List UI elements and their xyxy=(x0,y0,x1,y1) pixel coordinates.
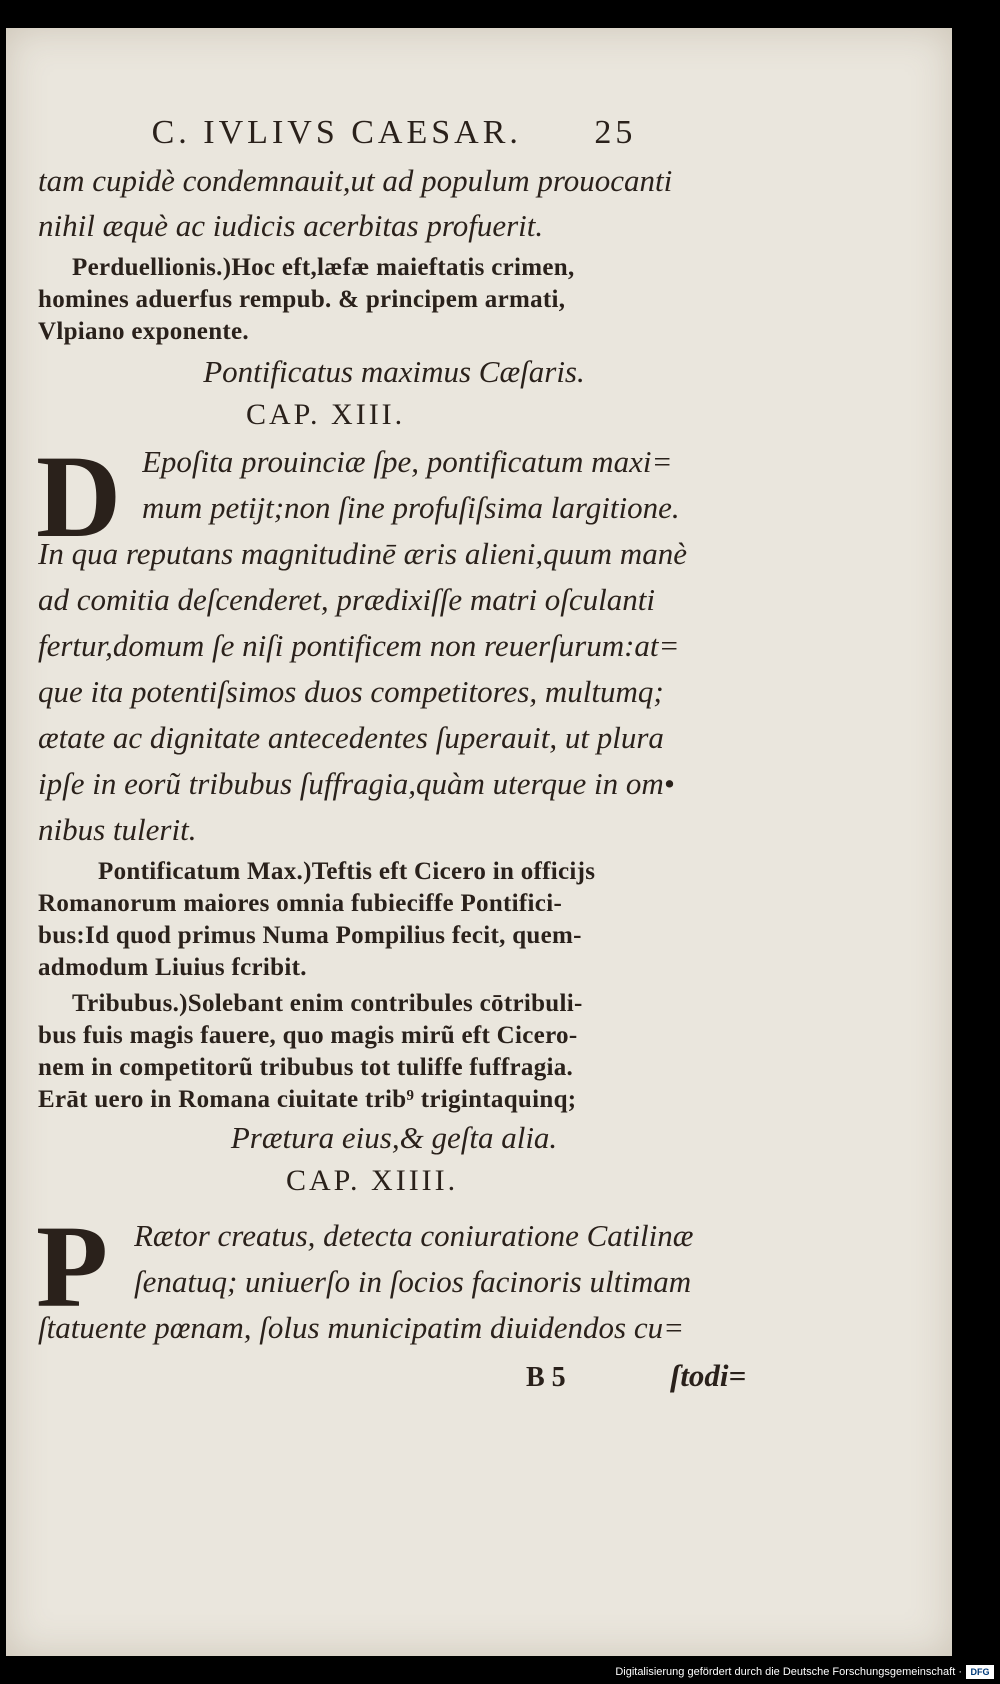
text-line: mum petijt;non ſine profuſiſsima largitione. xyxy=(142,490,680,525)
header-title: C. IVLIVS CAESAR. xyxy=(151,114,522,151)
text-line: nihil æquè ac iudicis acerbitas profuerit. xyxy=(38,208,544,243)
chapter-heading: CAP. XIIII. xyxy=(286,1164,459,1197)
page-number: 25 xyxy=(594,114,637,151)
note-line: Vlpiano exponente. xyxy=(38,318,249,345)
text-line: ad comitia deſcenderet, prædixiſſe matri oſculanti xyxy=(38,582,656,617)
footer-credit: Digitalisierung gefördert durch die Deutsche Forschungsgemeinschaft · xyxy=(615,1666,962,1678)
text-line: fertur,domum ſe niſi pontificem non reuerſurum:at= xyxy=(38,628,680,663)
note-line: Pontificatum Max.)Teftis eft Cicero in officijs xyxy=(98,858,596,885)
section-subtitle: Pontificatus maximus Cæſaris. xyxy=(203,354,585,389)
book-page xyxy=(6,28,952,1656)
running-header xyxy=(38,114,750,152)
note-line: bus:Id quod primus Numa Pompilius fecit, quem- xyxy=(38,922,582,949)
signature-mark: B 5 xyxy=(526,1362,566,1393)
note-line: bus fuis magis fauere, quo magis mirũ eft Cicero- xyxy=(38,1022,578,1049)
text-line: Rætor creatus, detecta coniuratione Catilinæ xyxy=(134,1218,694,1253)
text-line: In qua reputans magnitudinē æris alieni,quum manè xyxy=(38,536,687,571)
drop-capital: D xyxy=(36,431,122,562)
dfg-logo-icon: DFG xyxy=(966,1665,994,1679)
catchword: ſtodi= xyxy=(670,1358,747,1393)
note-line: nem in competitorũ tribubus tot tuliffe fuffragia. xyxy=(38,1054,574,1081)
text-line: nibus tulerit. xyxy=(38,812,197,847)
note-line: Romanorum maiores omnia fubieciffe Pontifici- xyxy=(38,890,563,917)
text-line: tam cupidè condemnauit,ut ad populum prouocanti xyxy=(38,163,673,198)
text-line: ipſe in eorũ tribubus ſuffragia,quàm uterque in om• xyxy=(38,766,675,801)
text-line: ſenatuq; uniuerſo in ſocios facinoris ultimam xyxy=(134,1264,692,1299)
chapter-heading: CAP. XIII. xyxy=(246,398,406,431)
note-line: Erāt uero in Romana ciuitate trib⁹ trigintaquinq; xyxy=(38,1086,577,1113)
note-line: homines aduerfus rempub. & principem armati, xyxy=(38,286,566,313)
note-line: admodum Liuius fcribit. xyxy=(38,954,307,981)
footer-bar xyxy=(0,1662,1000,1684)
text-line: que ita potentiſsimos duos competitores, multumq; xyxy=(38,674,664,709)
section-subtitle: Prætura eius,& geſta alia. xyxy=(230,1120,558,1155)
text-line: Epoſita prouinciæ ſpe, pontificatum maxi= xyxy=(142,444,673,479)
drop-capital: P xyxy=(36,1201,109,1332)
text-line: ſtatuente pœnam, ſolus municipatim diuidendos cu= xyxy=(38,1310,685,1345)
note-line: Perduellionis.)Hoc eft,læfæ maieftatis crimen, xyxy=(72,254,575,281)
text-line: ætate ac dignitate antecedentes ſuperauit, ut plura xyxy=(38,720,664,755)
note-line: Tribubus.)Solebant enim contribules cōtribuli- xyxy=(72,990,583,1017)
